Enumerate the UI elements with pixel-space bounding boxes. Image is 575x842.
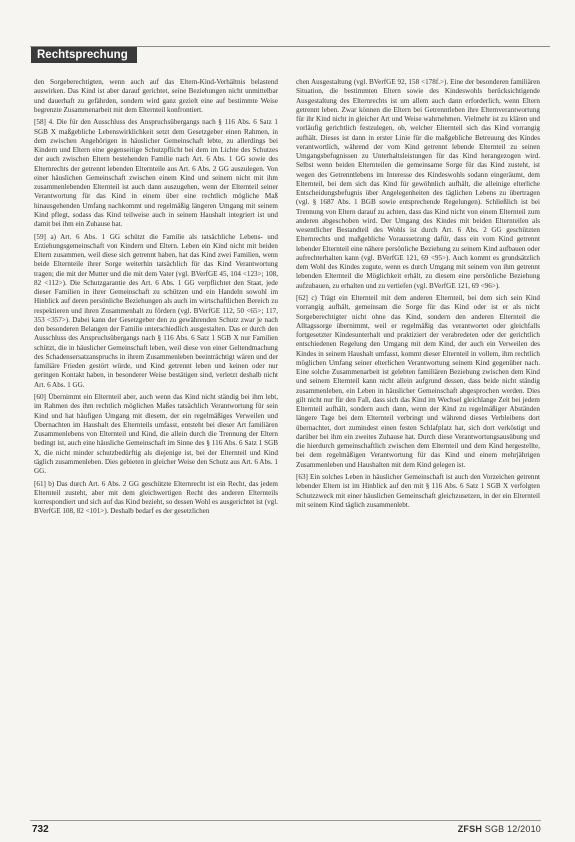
right-column (296, 78, 540, 812)
paragraph: [61] b) Das durch Art. 6 Abs. 2 GG geschützte Elternrecht ist ein Recht, das jedem Elternteil zusteht, aber mit dem gleichwertigen Recht des anderen Elternteils korrespondiert und sich auf das Kind bezieht, so dessen Wohl es ausgerichtet ist (vgl. BVerfGE 108, 82 <101>). Deshalb bedarf es der gesetzlichen (34, 479, 278, 516)
footer-rule (30, 820, 541, 821)
paragraph: [63] Ein solches Leben in häuslicher Gemeinschaft ist auch den Vorzeichen getrennt lebender Eltern ist im Hinblick auf den mit § 116 Abs. 6 Satz 1 SGB X verfolgten Schutzzweck mit einer häuslichen Gemeinschaft gleichzusetzen, in der ein Elternteil mit seinem Kind täglich zusammenlebt. (296, 473, 540, 509)
journal-reference (458, 824, 541, 834)
paragraph: [62] c) Trägt ein Elternteil mit dem anderen Elternteil, bei dem sich sein Kind vorrangig aufhält, gemeinsam die Sorge für das Kind oder ist er als nicht Sorgeberechtigter nicht ohne das Kind, sondern den anderen Elternteil die Alltagssorge übernimmt, weil er regelmäßig das verantwortet oder gleichfalls fortgesetzter Kindesunterhalt und praktiziert der verabredeten oder der gerichtlich entschiedenen Regelung den Umgang mit dem Kind, der auch ein Verweilen des Kindes in seinem Haushalt umfasst, kommt dieser Elternteil in vollem, ihm rechtlich möglichen Umfang seiner elterlichen Verantwortung seinem Kind gegenüber nach. Eine solche Zusammenarbeit ist gelebten familiären Beziehung zwischen dem Kind und seinem Elternteil kann nicht allein aufgrund dessen, dass beide nicht ständig zusammenleben, ein Leben in häuslicher Gemeinschaft abgesprochen werden. Dies gilt nicht nur für den Fall, dass sich das Kind im Wechsel gleichlange Zeit bei jedem Elternteil aufhält, sondern auch dann, wenn der Kind zu regelmäßiger Abständen längere Tage bei dem Elternteil verbringt und während dieses Verbleibens dort übernachtet, dort zumindest einen festen Schlafplatz hat, sich dort verköstigt und darüber bei ihm ein zweites Zuhause hat. Durch diese Verantwortungsausübung und die hierdurch gemeinschaftlich zwischen dem Elternteil und dem Kind hergestellte, bei dem regelmäßigen Verantwortung für das Kind und einem mehrjährigen Zusammenleben und Haushalten mit dem Kind gelegen ist. (296, 294, 540, 469)
paragraph: [58] 4. Die für den Ausschluss des Anspruchsübergangs nach § 116 Abs. 6 Satz 1 SGB X maßgebliche Lebenswirklichkeit setzt dem Gesetzgeber einen Rahmen, in dem zwischen Angehörigen in häuslicher Gemeinschaft lebte, zu allerdings bei Kindern und Eltern eine gegenseitige Schutzpflicht bei dem im Lichte des Schutzes der auch zwischen Eltern bestehenden Familie nach Art. 6 Abs. 1 GG sowie des Elternrechts der getrennt lebenden Elternteile aus Art. 6 Abs. 2 GG auszulegen. Von einer häuslichen Gemeinschaft zwischen einem Kind und seinem nicht mit ihm zusammenlebenden Elternteil ist auch dann auszugehen, wenn der Elternteil seiner Verantwortung für das Kind in einem über eine rechtlich mögliche Maß hinausgehenden Umfang nachkommt und regelmäßig längeren Umgang mit seinem Kind pflegt, sodass das Kind teilweise auch in seinem Haushalt integriert ist und damit bei ihm ein Zuhause hat. (34, 118, 278, 229)
paragraph: chen Ausgestaltung (vgl. BVerfGE 92, 158 <178f.>). Eine der besonderen familiären Situation, die bestimmten Eltern sowie des Kindeswohls berücksichtigende Ausgestaltung des Elternrechts ist um allem auch dann erforderlich, wenn Eltern getrennt leben. Zwar können die Eltern bei Getrenntleben ihre Elternverantwortung für ihr Kind nicht in gleicher Art und Weise wahrnehmen. Vielmehr ist zu klären und vorläufig gerichtlich festzulegen, ob, welcher Elternteil sich das Kind vorrangig aufhält. Dieses ist dann in erster Linie für die maßgebliche Betreuung des Kindes verantwortlich, während der vom Kind getrennt lebende Elternteil zu seinen Umgangsbefugnissen zu Unterhaltsleistungen für das Kind herangezogen wird. Selbst wenn beiden Elternteilen die gemeinsame Sorge für das Kind zusteht, ist wegen des Getrenntlebens im Interesse des Kindeswohls sodann eingeräumt, dem Elternteil, bei dem sich das Kind für gewöhnlich aufhält, die alleinige elterliche Entscheidungsbefugnis über Angelegenheiten des täglichen Lebens zu übertragen (vgl. § 1687 Abs. 1 BGB sowie entsprechende Regelungen). Schließlich ist bei Trennung von Eltern darauf zu achten, dass das Kind nicht von einem Elternteil zum anderen abgeschoben wird. Der Umgang des Kindes mit beiden Elternteilen als wesentlicher Bestandteil des Wohls ist durch Art. 6 Abs. 2 GG geschützten Elternrechts und maßgebliche Voraussetzung dafür, dass ein vom Kind getrennt lebender Elternteil eine nähere persönliche Beziehung zu seinem Kind aufbauen oder aufrechterhalten kann (vgl. BVerfGE 121, 69 <95>). Auch kommt es grundsätzlich dem Wohl des Kindes zugute, wenn es durch Umgang mit seinem von ihm getrennt lebenden Elternteil die Möglichkeit erhält, zu diesem eine persönliche Beziehung aufzubauen, zu erhalten und zu vertiefen (vgl. BVerfGE 121, 69 <96>). (296, 78, 540, 290)
paragraph: den Sorgeberechtigten, wenn auch auf das Eltern-Kind-Verhältnis belastend auswirken. Das Kind ist aber darauf gerichtet, seine Beziehungen nicht unmittelbar und dauerhaft zu gefährden, sondern wird ganz gezielt eine auf bestimmte Weise begrenzte Zusammenarbeit mit dem Elternteil konfrontiert. (34, 78, 278, 114)
page-footer (30, 824, 541, 836)
article-body (34, 78, 540, 812)
paragraph: [59] a) Art. 6 Abs. 1 GG schützt die Familie als tatsächliche Lebens- und Erziehungsgemeinschaft von Kindern und Eltern. Leben ein Kind nicht mit beiden Eltern zusammen, weil diese sich getrennt haben, hat das Kind zwei Familien, wenn beide Elternteile ihrer Sorge weiterhin tatsächlich für das Kind Verantwortung tragen; die mit der Mutter und die mit dem Vater (vgl. BVerfGE 45, 104 <123>; 108, 82 <112>). Die Schutzgarantie des Art. 6 Abs. 1 GG verpflichtet den Staat, jede dieser Familien in ihrer Gemeinschaft zu schützen und ein Handeln sowohl im Hinblick auf deren persönliche Beziehungen als auch im wirtschaftlichen Bereich zu respektieren und ihren Zusammenhalt zu fördern (vgl. BVerfGE 112, 50 <65>; 117, 353 <357>). Dabei kann der Gesetzgeber den zu gewährenden Schutz zwar je nach den besonderen Belangen der Familie unterschiedlich ausgestalten. Das er durch den Ausschluss des Anspruchsübergangs nach § 116 Abs. 6 Satz 1 SGB X nur Familien schützt, die in häuslicher Gemeinschaft leben, weil diese von einer Geltendmachung des Schadensersatzanspruchs in ihrem Zusammenleben beeinträchtigt wären und der familiäre Frieden gestört würde, und Kind getrennt leben und keinen oder nur geringen Kontakt haben, in besonderer Weise bestätigen sind, verletzt deshalb nicht Art. 6 Abs. 1 GG. (34, 232, 278, 389)
left-column (34, 78, 278, 812)
journal-issue: SGB 12/2010 (484, 824, 541, 834)
paragraph: [60] Übernimmt ein Elternteil aber, auch wenn das Kind nicht ständig bei ihm lebt, im Rahmen des ihm rechtlich möglichen Maßes tatsächlich Verantwortung für sein Kind und hat häufigen Umgang mit diesem, der ein regelmäßiges Verweilen und Übernachten im Haushalt des Elternteils umfasst, entsteht bei dieser Art familiären Zusammenlebens von Elternteil und Kind, die allein durch die Trennung der Eltern bedingt ist, auch eine häusliche Gemeinschaft im Sinne des § 116 Abs. 6 Satz 1 SGB X, die nicht minder schutzbedürftig als diejenige ist, bei der Elternteil und Kind täglich zusammenleben. Dies gebieten in gleicher Weise den Schutz aus Art. 6 Abs. 1 GG. (34, 393, 278, 476)
journal-name: ZFSH (457, 824, 483, 834)
page-number: 732 (32, 824, 49, 835)
section-label: Rechtsprechung (31, 47, 137, 63)
